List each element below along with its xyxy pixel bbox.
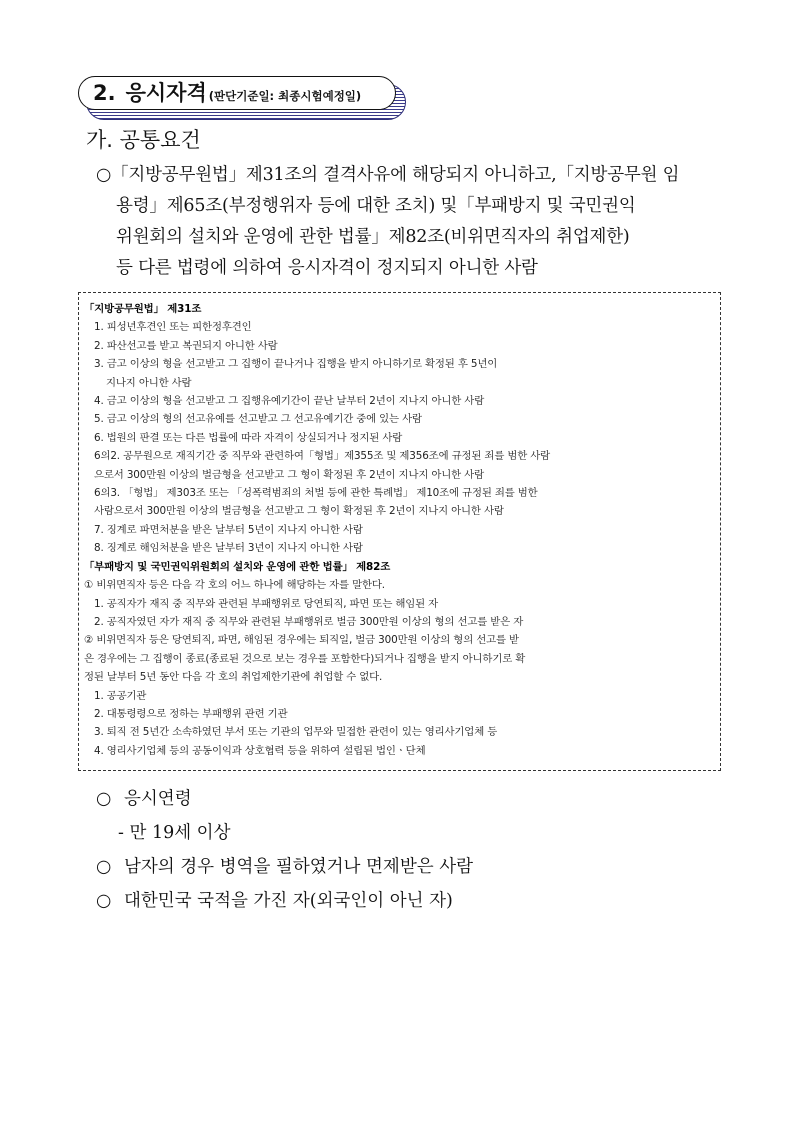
requirement-text: 응시연령 [124, 789, 192, 809]
requirement-text: - 만 19세 이상 [118, 823, 231, 843]
requirement-item [96, 852, 473, 883]
section-header [78, 76, 396, 112]
common-requirement-line: 용령」제65조(부정행위자 등에 대한 조치) 및「부패방지 및 국민권익 [116, 196, 636, 216]
law-clause: 4. 영리사기업체 등의 공동이익과 상호협력 등을 위하여 설립된 법인ㆍ단체 [94, 744, 426, 757]
section-header-pill [78, 76, 396, 110]
law-clause: 7. 징계로 파면처분을 받은 날부터 5년이 지나지 아니한 사람 [94, 523, 363, 536]
requirement-text: 대한민국 국적을 가진 자(외국인이 아닌 자) [124, 891, 453, 911]
requirement-text: 남자의 경우 병역을 필하였거나 면제받은 사람 [124, 857, 474, 877]
circle-bullet-icon: ○ [96, 857, 112, 877]
law-excerpt-box [78, 292, 721, 771]
law-clause: 6의3. 「형법」 제303조 또는 「성폭력범죄의 처벌 등에 관한 특례법」 제10조에 규정된 죄를 범한 [94, 487, 538, 500]
section-number: 2. [93, 81, 116, 105]
law-clause: 3. 퇴직 전 5년간 소속하였던 부서 또는 기관의 업무와 밀접한 관련이 있는 영리사기업체 등 [94, 726, 498, 739]
law-clause: 3. 금고 이상의 형을 선고받고 그 집행이 끝나거나 집행을 받지 아니하기로 확정된 후 5년이 [94, 358, 498, 371]
law-clause: 5. 금고 이상의 형의 선고유예를 선고받고 그 선고유예기간 중에 있는 사람 [94, 413, 422, 426]
additional-requirements-list [96, 784, 473, 920]
law-title: 「지방공무원법」 제31조 [84, 303, 202, 315]
law-clause: 2. 파산선고를 받고 복권되지 아니한 사람 [94, 339, 278, 352]
section-title: 응시자격 [125, 81, 207, 105]
section-subtitle: (판단기준일: 최종시험예정일) [208, 89, 362, 103]
law-clause: 1. 공공기관 [94, 689, 147, 702]
law-clause: 1. 피성년후견인 또는 피한정후견인 [94, 321, 252, 334]
law-clause: 정된 날부터 5년 동안 다음 각 호의 취업제한기관에 취업할 수 없다. [84, 671, 383, 684]
law-clause: 8. 징계로 해임처분을 받은 날부터 3년이 지나지 아니한 사람 [94, 542, 363, 555]
common-requirement-line: 위원회의 설치와 운영에 관한 법률」제82조(비위면직자의 취업제한) [116, 227, 630, 247]
law-clause: 6. 법원의 판결 또는 다른 법률에 따라 자격이 상실되거나 정지된 사람 [94, 431, 403, 444]
common-requirement-line: ○「지방공무원법」제31조의 결격사유에 해당되지 아니하고,「지방공무원 임 [96, 165, 680, 185]
requirement-subitem [96, 818, 473, 849]
subheading-common-requirements: 가. 공통요건 [86, 128, 201, 152]
law-clause: ① 비위면직자 등은 다음 각 호의 어느 하나에 해당하는 자를 말한다. [84, 579, 385, 592]
law-clause: 사람으로서 300만원 이상의 벌금형을 선고받고 그 형이 확정된 후 2년이 지나지 아니한 사람 [94, 505, 504, 518]
law-clause: 6의2. 공무원으로 재직기간 중 직무와 관련하여「형법」제355조 및 제356조에 규정된 죄를 범한 사람 [94, 450, 551, 463]
circle-bullet-icon: ○ [96, 789, 112, 809]
law-clause: 지나지 아니한 사람 [106, 376, 192, 389]
law-clause: 4. 금고 이상의 형을 선고받고 그 집행유예기간이 끝난 날부터 2년이 지나지 아니한 사람 [94, 395, 485, 408]
law-clause: 은 경우에는 그 집행이 종료(종료된 것으로 보는 경우를 포함한다)되거나 집행을 받지 아니하기로 확 [84, 652, 526, 665]
law-clause: 1. 공직자가 재직 중 직무와 관련된 부패행위로 당연퇴직, 파면 또는 해임된 자 [94, 597, 439, 610]
law-clause: 2. 공직자였던 자가 재직 중 직무와 관련된 부패행위로 벌금 300만원 이상의 형의 선고를 받은 자 [94, 615, 524, 628]
common-requirement-line: 등 다른 법령에 의하여 응시자격이 정지되지 아니한 사람 [116, 258, 538, 278]
requirement-item [96, 886, 473, 917]
common-requirement-paragraph [96, 160, 726, 284]
requirement-item [96, 784, 473, 815]
law-clause: 2. 대통령령으로 정하는 부패행위 관련 기관 [94, 707, 288, 720]
law-clause: ② 비위면직자 등은 당연퇴직, 파면, 해임된 경우에는 퇴직일, 벌금 300만원 이상의 형의 선고를 받 [84, 634, 519, 647]
law-clause: 으로서 300만원 이상의 벌금형을 선고받고 그 형이 확정된 후 2년이 지나지 아니한 사람 [94, 468, 484, 481]
law-title: 「부패방지 및 국민권익위원회의 설치와 운영에 관한 법률」 제82조 [84, 560, 391, 573]
circle-bullet-icon: ○ [96, 891, 112, 911]
